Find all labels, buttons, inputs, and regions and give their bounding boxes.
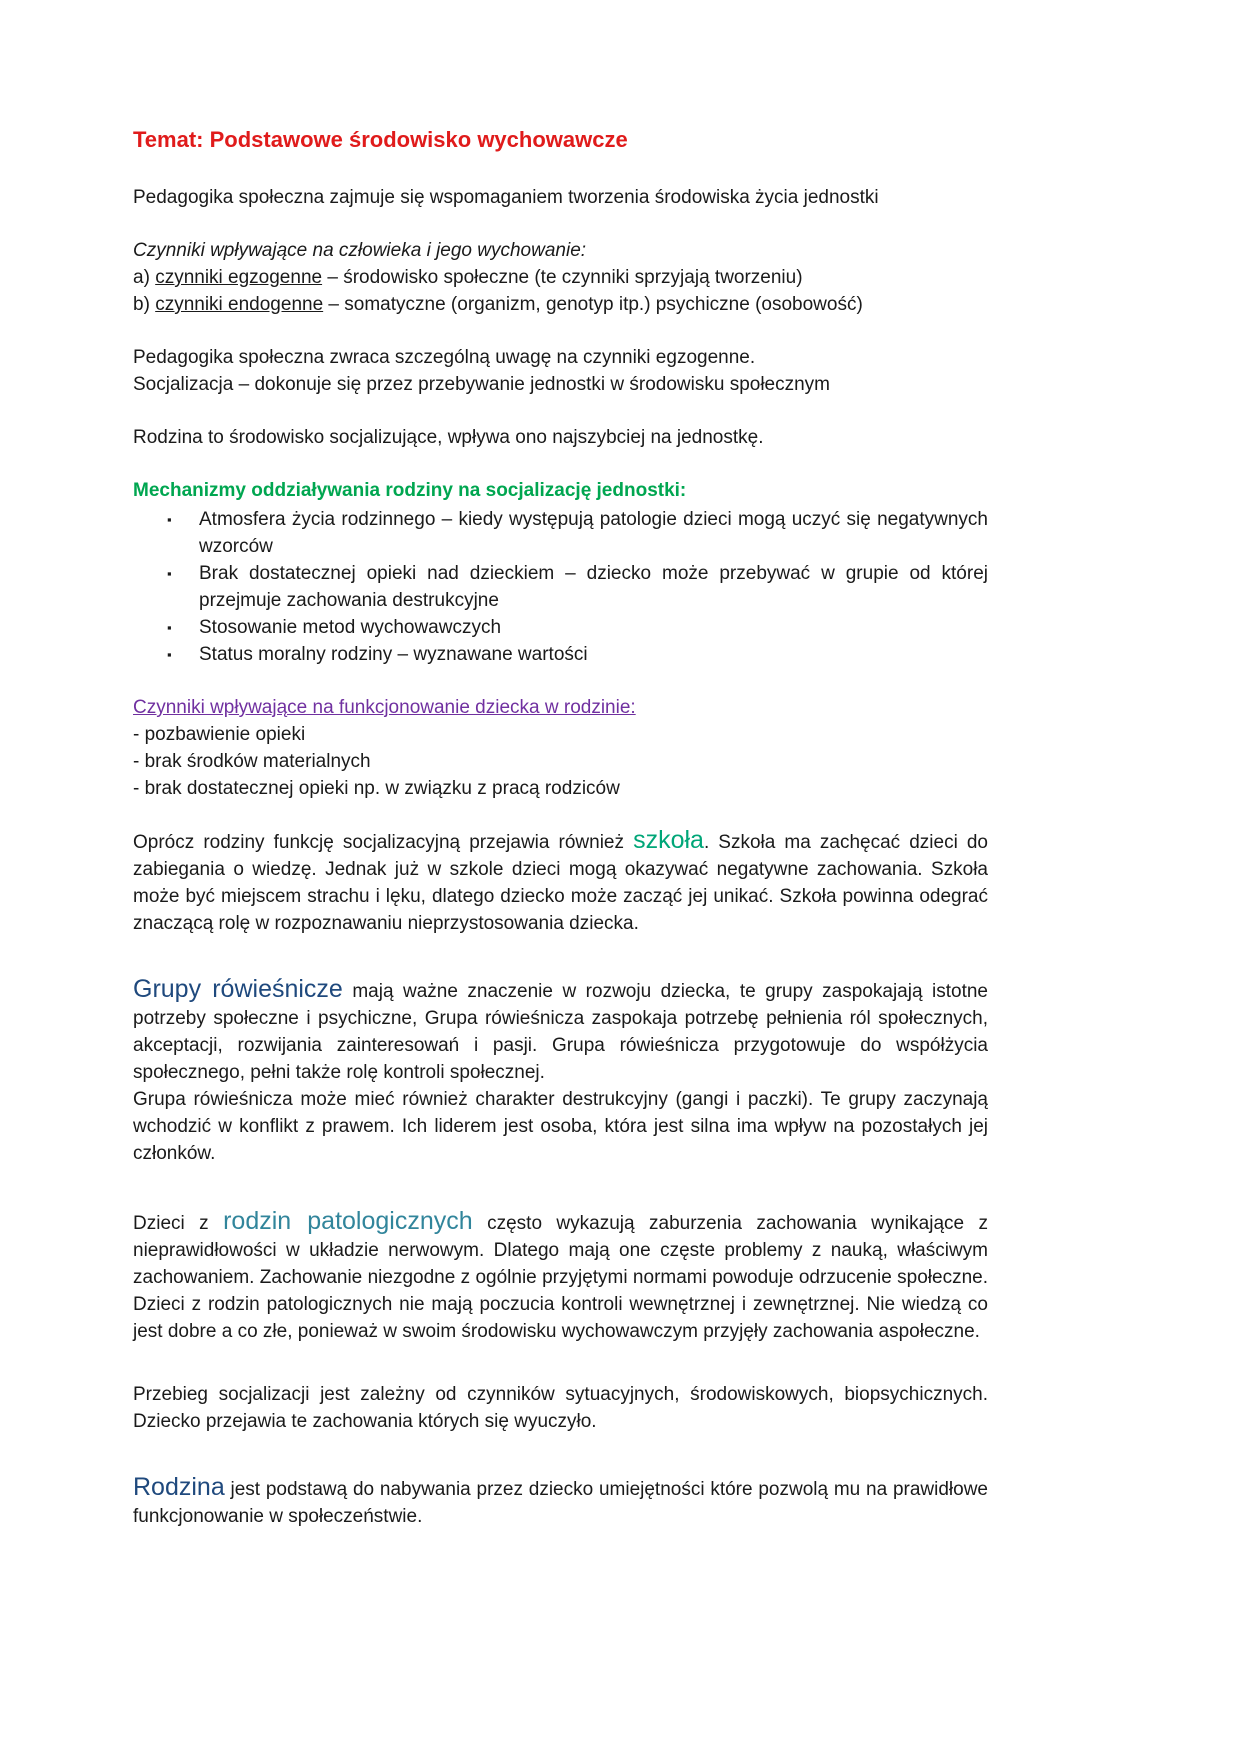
socialization-course-paragraph: Przebieg socjalizacji jest zależny od czynników sytuacyjnych, środowiskowych, biopsychicznych. Dziecko przejawia te zachowania których się wyuczyło. — [133, 1384, 988, 1432]
child-functioning-section — [133, 694, 988, 802]
focus-line-1: Pedagogika społeczna zwraca szczególną uwagę na czynniki egzogenne. — [133, 347, 756, 368]
intro-paragraph: Pedagogika społeczna zajmuje się wspomaganiem tworzenia środowiska życia jednostki — [133, 187, 879, 208]
peer-groups-section — [133, 977, 988, 1167]
mechanisms-section — [133, 477, 988, 668]
factor-a-desc: – środowisko społeczne (te czynniki sprzyjają tworzeniu) — [322, 267, 803, 288]
school-paragraph — [133, 828, 988, 937]
functioning-heading: Czynniki wpływające na funkcjonowanie dziecka w rodzinie: — [133, 697, 636, 718]
family-foundation-paragraph — [133, 1475, 988, 1530]
list-item — [167, 560, 988, 614]
list-item — [167, 614, 988, 641]
pathological-text-pre: Dzieci z — [133, 1213, 224, 1234]
peer-groups-paragraph-1 — [133, 977, 988, 1086]
bullet-square-icon: ▪ — [167, 512, 172, 527]
factor-a-line — [133, 264, 988, 291]
family-foundation-text: jest podstawą do nabywania przez dziecko umiejętności które pozwolą mu na prawidłowe funkcjonowanie w społeczeństwie. — [133, 1479, 988, 1527]
factor-a-prefix: a) — [133, 267, 156, 288]
pathological-term-highlight: rodzin patologicznych — [223, 1207, 473, 1235]
factor-a-term: czynniki egzogenne — [155, 267, 323, 288]
family-socializing-paragraph: Rodzina to środowisko socjalizujące, wpływa ono najszybciej na jednostkę. — [133, 427, 764, 448]
focus-line-2: Socjalizacja – dokonuje się przez przebywanie jednostki w środowisku społecznym — [133, 374, 831, 395]
peer-groups-paragraph-2: Grupa rówieśnicza może mieć również charakter destrukcyjny (gangi i paczki). Te grupy zaczynają wchodzić w konflikt z prawem. Ich liderem jest osoba, która jest silna ima wpływ na pozostałych jej członków. — [133, 1089, 988, 1164]
pathological-text-post: często wykazują zaburzenia zachowania wynikające z nieprawidłowości w układzie nerwowym. Dlatego mają one częste problemy z nauką, właściwym zachowaniem. Zachowanie niezgodne z ogólnie przyjętymi normami powoduje odrzucenie społeczne. Dzieci z rodzin patologicznych nie mają poczucia kontroli wewnętrznej i zewnętrznej. Nie wiedzą co jest dobre a co złe, ponieważ w swoim środowisku wychowawczym przyjęły zachowania aspołeczne. — [133, 1213, 989, 1342]
mechanisms-list — [133, 506, 988, 668]
list-item — [167, 506, 988, 560]
bullet-text: Atmosfera życia rodzinnego – kiedy występują patologie dzieci mogą uczyć się negatywnych wzorców — [199, 509, 988, 557]
focus-section — [133, 344, 988, 398]
document-title: Temat: Podstawowe środowisko wychowawcze — [133, 127, 628, 152]
peer-groups-text-1: mają ważne znaczenie w rozwoju dziecka, te grupy zaspokajają istotne potrzeby społeczne i psychiczne, Grupa rówieśnicza zaspokaja potrzebę pełnienia ról społecznych, akceptacji, rozwijania zainteresowań i pasji. Grupa rówieśnicza przygotowuje do współżycia społecznego, pełni także rolę kontroli społecznej. — [133, 981, 988, 1083]
bullet-text: Brak dostatecznej opieki nad dzieckiem – dziecko może przebywać w grupie od której przejmuje zachowania destrukcyjne — [199, 563, 988, 611]
factor-b-prefix: b) — [133, 294, 156, 315]
peer-groups-term-highlight: Grupy rówieśnicze — [133, 975, 343, 1003]
bullet-square-icon: ▪ — [167, 566, 172, 581]
list-item — [167, 641, 988, 668]
factor-b-desc: – somatyczne (organizm, genotyp itp.) psychiczne (osobowość) — [323, 294, 863, 315]
dash-item: - brak dostatecznej opieki np. w związku z pracą rodziców — [133, 778, 620, 799]
school-text-pre: Oprócz rodziny funkcję socjalizacyjną przejawia również — [133, 832, 634, 853]
school-text-post: . Szkoła ma zachęcać dzieci do zabiegania o wiedzę. Jednak już w szkole dzieci mogą okazywać negatywne zachowania. Szkoła może być miejscem strachu i lęku, dlatego dziecko może zacząć jej unikać. Szkoła powinna odegrać znaczącą rolę w rozpoznawaniu nieprzystosowania dziecka. — [133, 832, 988, 934]
pathological-families-paragraph — [133, 1209, 988, 1345]
mechanisms-heading: Mechanizmy oddziaływania rodziny na socjalizację jednostki: — [133, 480, 687, 501]
factor-b-line — [133, 291, 988, 318]
bullet-square-icon: ▪ — [167, 647, 172, 662]
bullet-square-icon: ▪ — [167, 620, 172, 635]
factors-heading: Czynniki wpływające na człowieka i jego wychowanie: — [133, 240, 587, 261]
family-term-highlight: Rodzina — [133, 1473, 225, 1501]
dash-item: - pozbawienie opieki — [133, 724, 306, 745]
bullet-text: Stosowanie metod wychowawczych — [199, 617, 502, 638]
factors-section — [133, 237, 988, 318]
factor-b-term: czynniki endogenne — [155, 294, 324, 315]
dash-item: - brak środków materialnych — [133, 751, 371, 772]
bullet-text: Status moralny rodziny – wyznawane wartości — [199, 644, 588, 665]
school-term-highlight: szkoła — [633, 826, 704, 854]
